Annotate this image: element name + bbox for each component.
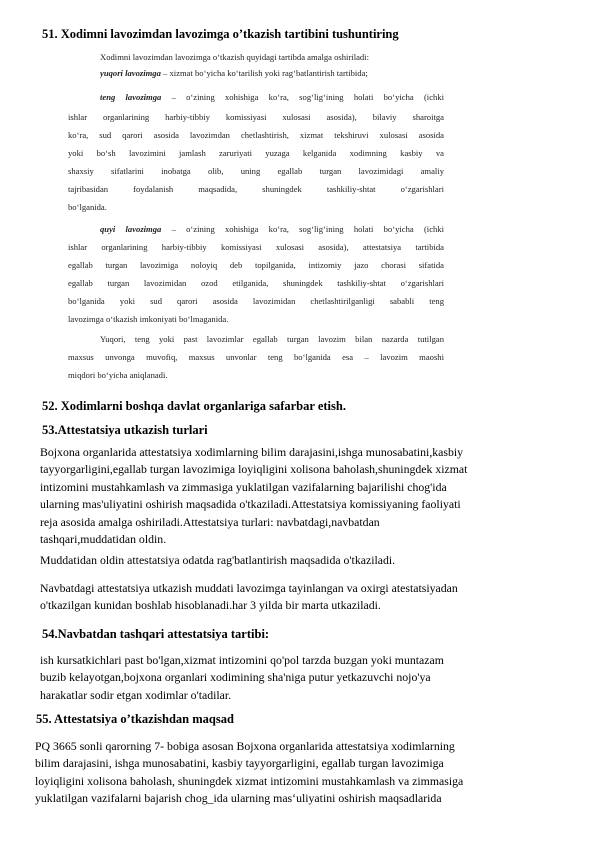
scan-line: Yuqori, teng yoki past lavozimlar egallab turgan lavozim bilan nazarda tutilgan — [100, 334, 444, 344]
text-line: intizomini mustahkamlash va zimmasiga yuklatilgan vazifalarning bajarilishi chog'ida — [40, 479, 447, 494]
text-line: ish kursatkichlari past bo'lgan,xizmat intizomini qo'pol tarzda buzgan yoki muntazam — [40, 653, 444, 667]
paragraph-53-early: Muddatidan oldin attestatsiya odatda rag'batlantirish maqsadida o'tkaziladi. — [40, 553, 396, 567]
paragraph-54 — [40, 652, 444, 704]
scanned-excerpt-image — [68, 50, 444, 378]
scan-line: bo‘lganida yoki sud qarori asosida lavozimidan chetlashtirilganligi sababli teng — [68, 296, 444, 306]
scan-line: yoki bo‘sh lavozimini jamlash zaruriyati yuzaga kelganida xodimning kasbiy va — [68, 148, 444, 158]
scan-line — [100, 90, 444, 104]
scan-line: ishlar organlarining harbiy-tibbiy komissiyasi xulosasi asosida), bilaviy sharoitga — [68, 112, 444, 122]
text-line: bilim darajasini, ishga munosabatini, kasbiy tayyorgarligini, egallab turgan lavozimiga — [35, 756, 444, 771]
scan-line: lavozimga o‘tkazish imkoniyati bo‘lmaganida. — [68, 314, 229, 324]
text-line: ularning mas'uliyatini oshirish maqsadida o'tkaziladi.Attestatsiya komissiyaning faoliyati — [40, 497, 461, 512]
scan-term: quyi lavozimga — [100, 224, 162, 234]
scan-line: miqdori bo‘yicha aniqlanadi. — [68, 370, 168, 380]
heading-55: 55. Attestatsiya o’tkazishdan maqsad — [36, 712, 234, 726]
scan-line: bo‘lganida. — [68, 202, 107, 212]
text-line: loyiqligini xolisona baholash, shuningdek xizmat intizomini mustahkamlash va zimmasiga — [35, 773, 464, 788]
text-line: PQ 3665 sonli qarorning 7- bobiga asosan Bojxona organlarida attestatsiya xodimlarning — [35, 739, 455, 753]
scan-line: tajribasidan foydalanish maqsadida, shuningdek tashkiliy-shtat o‘zgarishlari — [68, 184, 444, 194]
text-line: harakatlar sodir etgan xodimlar o'tadilar. — [40, 687, 232, 702]
scan-term: yuqori lavozimga — [100, 68, 161, 78]
heading-51: 51. Xodimni lavozimdan lavozimga o’tkazish tartibini tushuntiring — [42, 27, 399, 41]
scan-line: egallab turgan lavozimidan ozod etilganida, shuningdek tashkiliy-shtat o‘zgarishlari — [68, 278, 444, 288]
text-line: tashqari,muddatidan oldin. — [40, 532, 167, 547]
scan-line: ko‘ra, sud qarori asosida lavozimdan chetlashtirish, xizmat tekshiruvi xulosasi asosida — [68, 130, 444, 140]
scan-line — [100, 66, 444, 80]
scan-line: Xodimni lavozimdan lavozimga o‘tkazish quyidagi tartibda amalga oshiriladi: — [100, 52, 369, 62]
text-line: Bojxona organlarida attestatsiya xodimlarning bilim darajasini,ishga munosabatini,kasbiy — [40, 445, 464, 459]
text-line: yuklatilgan vazifalarni bajarish chog_ida ularning mas‘uliyatini oshirish maqsadlarida — [35, 791, 442, 806]
text-line: tayyorgarligini,egallab turgan lavozimiga loyiqligini xolisona baholash,shuningdek xizmat — [40, 462, 468, 477]
scan-text: – xizmat bo‘yicha ko‘tarilish yoki rag‘batlantirish tartibida; — [160, 68, 368, 78]
text-line: o'tkazilgan kunidan boshlab hisoblanadi.har 3 yilda bir marta utkaziladi. — [40, 598, 381, 613]
heading-52: 52. Xodimlarni boshqa davlat organlariga safarbar etish. — [42, 399, 346, 413]
text-line: Navbatdagi attestatsiya utkazish muddati lavozimga tayinlangan va oxirgi atestatsiyadan — [40, 581, 458, 595]
scan-line: ishlar organlarining harbiy-tibbiy komissiyasi xulosasi asosida), attestatsiya tartibida — [68, 242, 444, 252]
scan-text: – o‘zining xohishiga ko‘ra, sog‘lig‘ining holati bo‘yicha (ichki — [161, 224, 444, 234]
heading-53: 53.Attestatsiya utkazish turlari — [42, 423, 208, 437]
paragraph-53 — [40, 444, 467, 548]
paragraph-55 — [35, 738, 463, 808]
paragraph-53-regular — [40, 580, 458, 615]
scan-line: egallab turgan lavozimiga noloyiq deb topilganida, intizomiy jazo chorasi sifatida — [68, 260, 444, 270]
text-line: reja asosida amalga oshiriladi.Attestatsiya turlari: navbatdagi,navbatdan — [40, 514, 380, 529]
scan-line — [100, 222, 444, 236]
scan-line: shaxsiy sifatlarini inobatga olib, uning egallab turgan lavozimidagi amaliy — [68, 166, 444, 176]
text-line: buzib kelayotgan,bojxona organlari xodimining sha'niga putur yetkazuvchi nojo'ya — [40, 670, 431, 685]
scan-line: maxsus unvonga muvofiq, maxsus unvonlar teng bo‘lganida esa – lavozim maoshi — [68, 352, 444, 362]
heading-54: 54.Navbatdan tashqari attestatsiya tartibi: — [42, 627, 270, 641]
scan-text: – o‘zining xohishiga ko‘ra, sog‘lig‘ining holati bo‘yicha (ichki — [161, 92, 444, 102]
scan-term: teng lavozimga — [100, 92, 162, 102]
